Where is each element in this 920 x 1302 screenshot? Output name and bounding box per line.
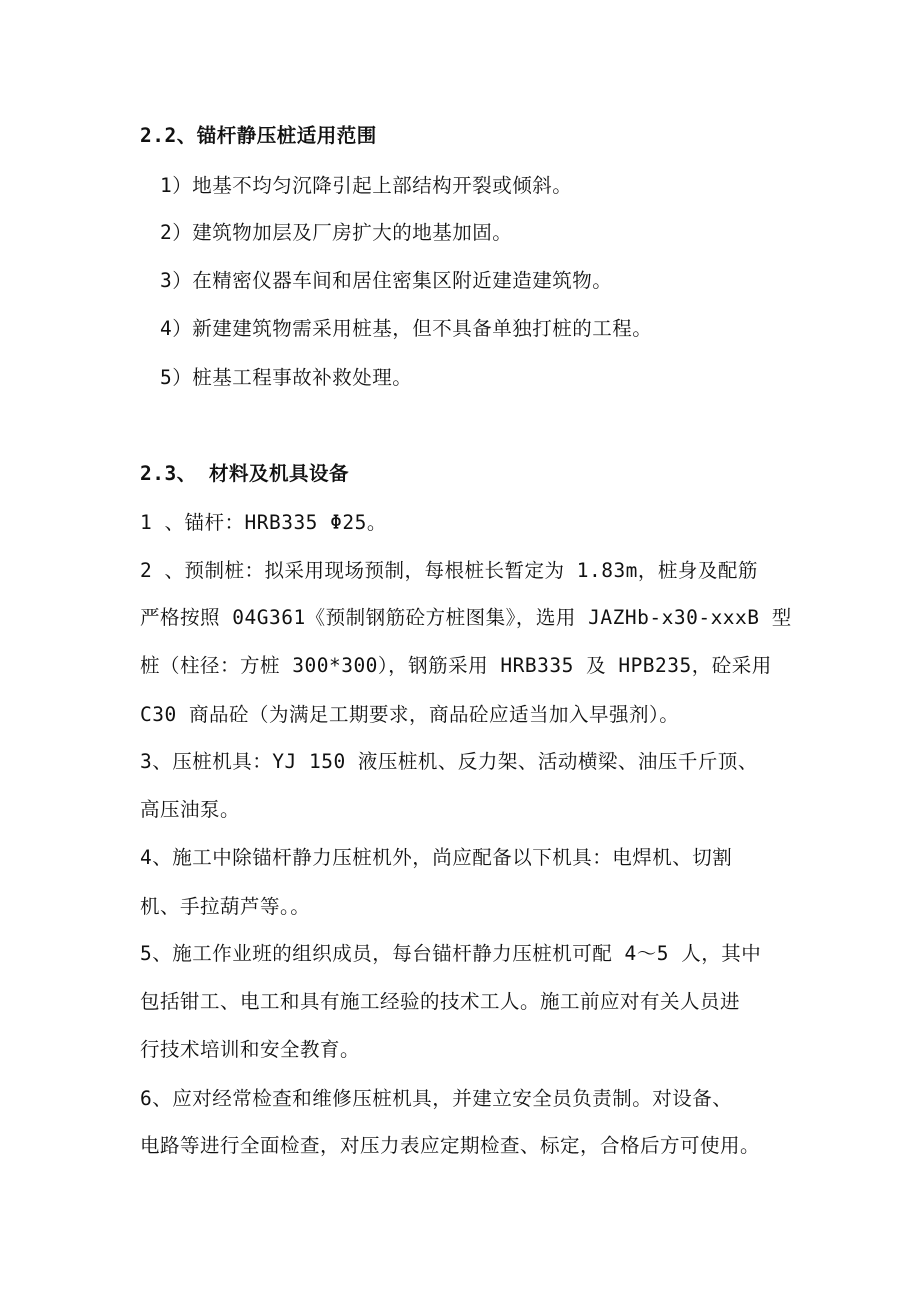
section-2-3-heading: 2.3、 材料及机具设备	[140, 462, 349, 485]
text-line: 6、应对经常检查和维修压桩机具，并建立安全员负责制。对设备、	[140, 1087, 733, 1110]
list-item: 2）建筑物加层及厂房扩大的地基加固。	[160, 221, 513, 244]
text-line: 5、施工作业班的组织成员，每台锚杆静力压桩机可配 4～5 人，其中	[140, 942, 762, 965]
list-item: 4）新建建筑物需采用桩基，但不具备单独打桩的工程。	[160, 317, 653, 340]
text-line: 4、施工中除锚杆静力压桩机外，尚应配备以下机具：电焊机、切割	[140, 846, 733, 869]
text-line: 2 、预制桩：拟采用现场预制，每根桩长暂定为 1.83m，桩身及配筋	[140, 559, 758, 582]
section-2-2-heading: 2.2、锚杆静压桩适用范围	[140, 124, 377, 147]
text-line: 行技术培训和安全教育。	[140, 1038, 361, 1061]
text-line: C30 商品砼（为满足工期要求，商品砼应适当加入早强剂）。	[140, 703, 680, 726]
text-line: 机、手拉葫芦等。。	[140, 895, 311, 918]
text-line: 严格按照 04G361《预制钢筋砼方桩图集》，选用 JAZHb-x30-xxxB 型	[140, 606, 792, 629]
text-line: 电路等进行全面检查，对压力表应定期检查、标定，合格后方可使用。	[140, 1134, 761, 1157]
text-line: 高压油泵。	[140, 798, 241, 821]
text-line: 1 、锚杆：HRB335 Φ25。	[140, 511, 387, 534]
text-line: 桩（柱径：方桩 300*300），钢筋采用 HRB335 及 HPB235，砼采用	[140, 654, 772, 677]
text-line: 包括钳工、电工和具有施工经验的技术工人。施工前应对有关人员进	[140, 990, 741, 1013]
text-line: 3、压桩机具：YJ 150 液压桩机、反力架、活动横梁、油压千斤顶、	[140, 750, 758, 773]
list-item: 5）桩基工程事故补救处理。	[160, 366, 413, 389]
list-item: 3）在精密仪器车间和居住密集区附近建造建筑物。	[160, 269, 613, 292]
list-item: 1）地基不均匀沉降引起上部结构开裂或倾斜。	[160, 174, 573, 197]
